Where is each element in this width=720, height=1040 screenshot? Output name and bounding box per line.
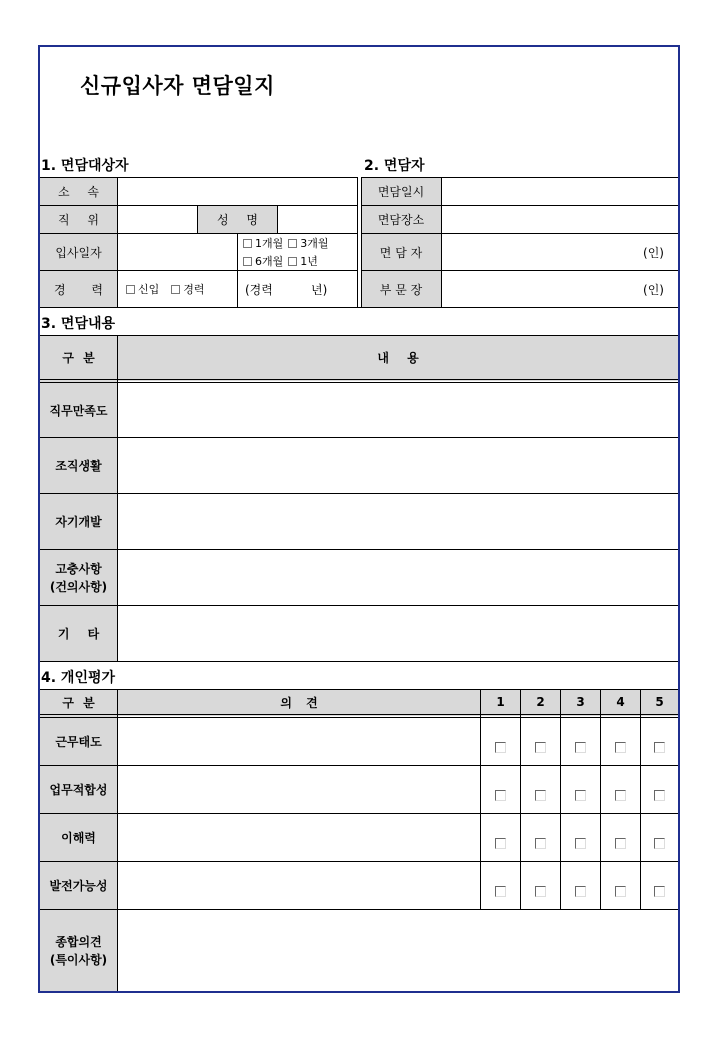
manager-label: 부 문 장 — [379, 282, 423, 297]
section-interviewer-heading: 2. 면담자 — [364, 158, 425, 174]
grid-line — [40, 379, 678, 380]
checkbox-icon — [615, 790, 626, 801]
checkbox-icon — [243, 239, 252, 248]
checkbox-icon — [243, 257, 252, 266]
place-label: 면담장소 — [377, 213, 425, 227]
name-field[interactable] — [278, 206, 357, 233]
interviewer-label: 면 담 자 — [379, 245, 423, 260]
score-checkbox[interactable] — [521, 836, 560, 850]
score-checkbox[interactable] — [561, 836, 600, 850]
score-checkbox[interactable] — [561, 740, 600, 754]
place-field[interactable] — [442, 206, 678, 233]
checkbox-icon — [575, 790, 586, 801]
content-category-header: 구 분 — [62, 351, 95, 365]
content-row-field[interactable] — [118, 438, 678, 493]
content-row-field[interactable] — [118, 606, 678, 661]
score-checkbox[interactable] — [521, 884, 560, 898]
score-header: 4 — [616, 695, 625, 709]
checkbox-icon — [654, 838, 665, 849]
checkbox-icon — [615, 886, 626, 897]
evaluation-opinion-field[interactable] — [118, 814, 480, 861]
score-checkbox[interactable] — [601, 740, 640, 754]
checkbox-icon — [615, 742, 626, 753]
period-option[interactable]: 1년 — [288, 253, 318, 269]
checkbox-icon — [575, 886, 586, 897]
career-years-field[interactable]: (경력 년) — [245, 282, 328, 297]
content-header: 내 용 — [377, 351, 419, 365]
content-row-label: 기 타 — [57, 627, 100, 641]
checkbox-icon — [495, 790, 506, 801]
evaluation-category-header: 구 분 — [62, 695, 95, 710]
hire-date-label: 입사일자 — [55, 245, 102, 260]
score-checkbox[interactable] — [601, 836, 640, 850]
content-row-field[interactable] — [118, 550, 678, 605]
summary-field[interactable] — [118, 910, 678, 991]
checkbox-icon — [654, 886, 665, 897]
career-type-options — [126, 271, 237, 307]
summary-label: 종합의견 (특이사항) — [49, 934, 108, 967]
evaluation-row-label: 근무태도 — [55, 735, 102, 749]
score-checkbox[interactable] — [641, 884, 678, 898]
period-option[interactable]: 6개월 — [243, 253, 283, 269]
checkbox-icon — [654, 790, 665, 801]
datetime-label: 면담일시 — [377, 185, 425, 199]
checkbox-icon — [575, 838, 586, 849]
section-subject-heading: 1. 면담대상자 — [41, 158, 129, 174]
score-checkbox[interactable] — [601, 788, 640, 802]
checkbox-icon — [495, 886, 506, 897]
score-header: 3 — [576, 695, 585, 709]
checkbox-icon — [615, 838, 626, 849]
content-row-field[interactable] — [118, 494, 678, 549]
evaluation-row-label: 발전가능성 — [49, 879, 108, 893]
checkbox-icon — [126, 285, 135, 294]
checkbox-icon — [654, 742, 665, 753]
section-evaluation-heading: 4. 개인평가 — [41, 670, 116, 686]
name-label: 성 명 — [217, 213, 258, 227]
content-row-label: 직무만족도 — [49, 403, 108, 418]
score-checkbox[interactable] — [521, 788, 560, 802]
manager-seal[interactable]: (인) — [643, 282, 664, 297]
score-header: 2 — [536, 695, 545, 709]
checkbox-icon — [288, 257, 297, 266]
datetime-field[interactable] — [442, 178, 678, 205]
checkbox-icon — [535, 886, 546, 897]
score-checkbox[interactable] — [481, 884, 520, 898]
period-option[interactable]: 3개월 — [288, 235, 328, 251]
grid-line — [40, 714, 678, 715]
checkbox-icon — [495, 742, 506, 753]
checkbox-icon — [535, 742, 546, 753]
affiliation-field[interactable] — [118, 178, 357, 205]
career-new-option[interactable]: 신입 — [126, 281, 159, 297]
affiliation-label: 소 속 — [58, 185, 99, 199]
grid-line — [40, 661, 678, 662]
period-options — [243, 235, 355, 269]
score-checkbox[interactable] — [481, 836, 520, 850]
position-label: 직 위 — [58, 213, 99, 227]
evaluation-row-label: 이해력 — [61, 831, 96, 845]
checkbox-icon — [288, 239, 297, 248]
evaluation-row-label: 업무적합성 — [49, 783, 108, 797]
career-label: 경 력 — [54, 282, 103, 297]
score-checkbox[interactable] — [641, 836, 678, 850]
score-checkbox[interactable] — [481, 740, 520, 754]
score-header: 1 — [496, 695, 505, 709]
hire-date-field[interactable] — [118, 234, 237, 270]
evaluation-opinion-header: 의 견 — [280, 695, 318, 710]
checkbox-icon — [495, 838, 506, 849]
score-checkbox[interactable] — [601, 884, 640, 898]
checkbox-icon — [535, 790, 546, 801]
grid-line — [40, 307, 678, 308]
checkbox-icon — [171, 285, 180, 294]
content-row-label: 자기개발 — [55, 515, 102, 529]
score-checkbox[interactable] — [521, 740, 560, 754]
career-exp-option[interactable]: 경력 — [171, 281, 204, 297]
position-field[interactable] — [118, 206, 197, 233]
score-header: 5 — [655, 695, 664, 709]
section-content-heading: 3. 면담내용 — [41, 316, 116, 332]
score-checkbox[interactable] — [561, 884, 600, 898]
content-row-field[interactable] — [118, 383, 678, 437]
content-row-label: 고충사항 (건의사항) — [49, 561, 108, 594]
evaluation-opinion-field[interactable] — [118, 766, 480, 813]
checkbox-icon — [575, 742, 586, 753]
content-row-label: 조직생활 — [55, 459, 102, 473]
score-checkbox[interactable] — [641, 740, 678, 754]
checkbox-icon — [535, 838, 546, 849]
period-option[interactable]: 1개월 — [243, 235, 283, 251]
score-checkbox[interactable] — [481, 788, 520, 802]
evaluation-opinion-field[interactable] — [118, 862, 480, 909]
score-checkbox[interactable] — [561, 788, 600, 802]
interviewer-seal[interactable]: (인) — [643, 245, 664, 260]
page-title: 신규입사자 면담일지 — [80, 74, 275, 98]
grid-line — [357, 177, 358, 308]
score-checkbox[interactable] — [641, 788, 678, 802]
grid-line — [237, 233, 238, 308]
evaluation-opinion-field[interactable] — [118, 718, 480, 765]
